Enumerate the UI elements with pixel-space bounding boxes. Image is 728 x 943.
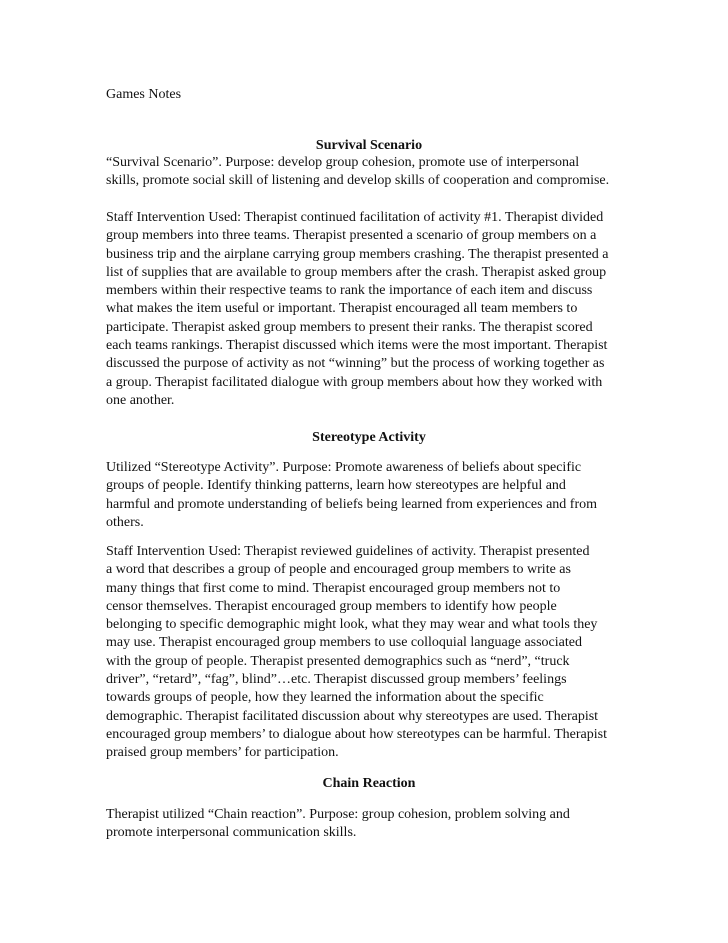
paragraph-line: Therapist utilized “Chain reaction”. Purpose: group cohesion, problem solving and (106, 807, 570, 822)
paragraph-line: what makes the item useful or important. Therapist encouraged all team members to (106, 301, 578, 317)
paragraph-line: censor themselves. Therapist encouraged group members to identify how people (106, 598, 557, 614)
stereotype-purpose-paragraph (106, 459, 636, 532)
paragraph-line: each teams rankings. Therapist discussed which items were the most important. Therapist (106, 338, 608, 354)
paragraph-line: skills, promote social skill of listening and develop skills of cooperation and compromise. (106, 173, 610, 189)
paragraph-line: others. (106, 514, 144, 530)
paragraph-line: many things that first come to mind. Therapist encouraged group members not to (106, 580, 561, 596)
paragraph-line: one another. (106, 392, 175, 408)
paragraph-line: promote interpersonal communication skills. (106, 825, 357, 841)
stereotype-intervention-paragraph (106, 543, 636, 763)
paragraph-line: groups of people. Identify thinking patterns, learn how stereotypes are helpful and (106, 478, 566, 494)
paragraph-line: Staff Intervention Used: Therapist continued facilitation of activity #1. Therapist divided (106, 210, 604, 225)
paragraph-line: participate. Therapist asked group members to present their ranks. The therapist scored (106, 319, 593, 335)
section-heading-stereotype-activity: Stereotype Activity (312, 430, 426, 445)
paragraph-line: may use. Therapist encouraged group members to use colloquial language associated (106, 635, 582, 651)
paragraph-line: harmful and promote understanding of beliefs being learned from experiences and from (106, 496, 597, 512)
paragraph-line: belonging to specific demographic might look, what they may wear and what tools they (106, 617, 598, 633)
paragraph-line: praised group members’ for participation. (106, 745, 339, 761)
paragraph-line: with the group of people. Therapist presented demographics such as “nerd”, “truck (106, 653, 570, 669)
section-heading-chain-reaction: Chain Reaction (322, 776, 416, 791)
document-title: Games Notes (106, 87, 182, 102)
paragraph-line: driver”, “retard”, “fag”, blind”…etc. Therapist discussed group members’ feelings (106, 672, 567, 688)
paragraph-line: list of supplies that are available to group members after the crash. Therapist asked group (106, 264, 607, 280)
paragraph-line: members within their respective teams to rank the importance of each item and discuss (106, 283, 593, 299)
chain-reaction-purpose-paragraph (106, 806, 636, 843)
survival-purpose-paragraph (106, 154, 636, 191)
paragraph-line: Utilized “Stereotype Activity”. Purpose: Promote awareness of beliefs about specific (106, 460, 582, 475)
paragraph-line: business trip and the airplane carrying group members crashing. The therapist presented a (106, 246, 609, 262)
section-heading-survival-scenario: Survival Scenario (315, 138, 423, 153)
survival-intervention-paragraph (106, 209, 636, 410)
paragraph-line: encouraged group members’ to dialogue about how stereotypes can be harmful. Therapist (106, 726, 607, 742)
paragraph-line: Staff Intervention Used: Therapist reviewed guidelines of activity. Therapist presented (106, 544, 590, 559)
paragraph-line: a group. Therapist facilitated dialogue with group members about how they worked with (106, 374, 603, 390)
paragraph-line: a word that describes a group of people and encouraged group members to write as (106, 562, 571, 578)
paragraph-line: towards groups of people, how they learned the information about the specific (106, 690, 544, 706)
paragraph-line: demographic. Therapist facilitated discussion about why stereotypes are used. Therapist (106, 708, 599, 724)
paragraph-line: discussed the purpose of activity as not “winning” but the process of working together as (106, 356, 605, 372)
paragraph-line: group members into three teams. Therapist presented a scenario of group members on a (106, 228, 597, 244)
paragraph-line: “Survival Scenario”. Purpose: develop group cohesion, promote use of interpersonal (106, 155, 580, 170)
